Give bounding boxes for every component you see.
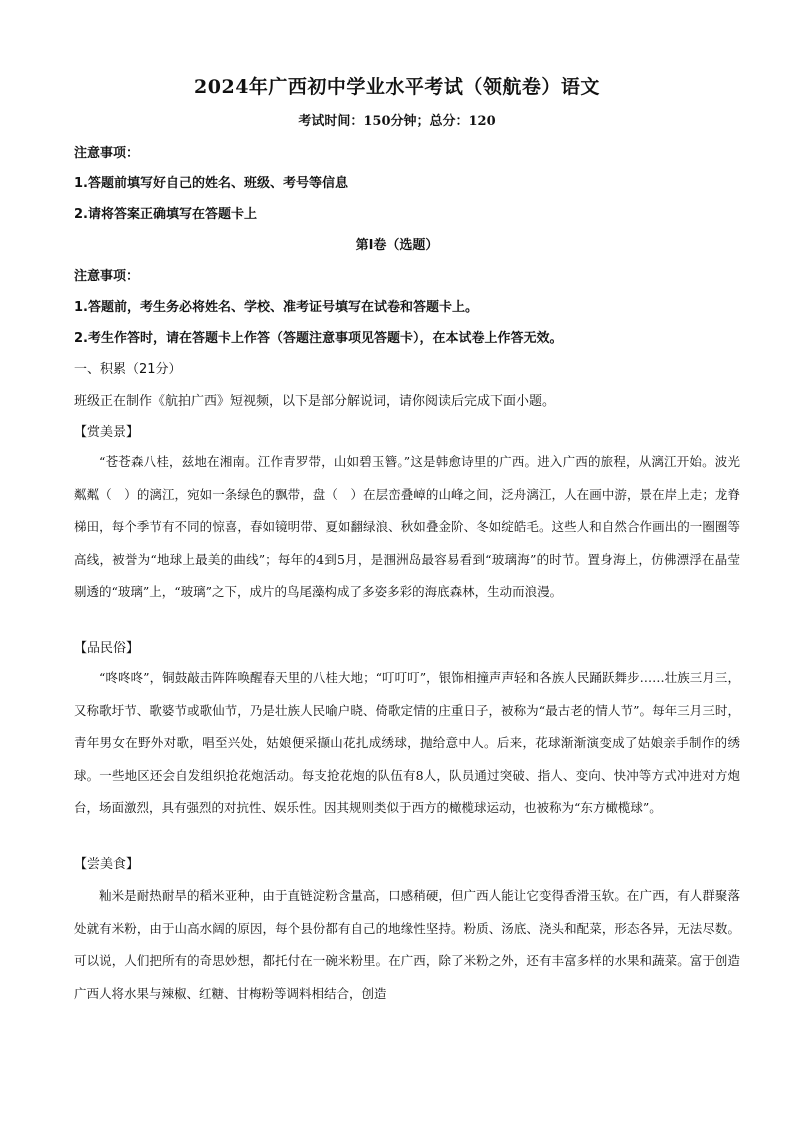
notice-item: 1.答题前，考生务必将姓名、学校、准考证号填写在试卷和答题卡上。 — [74, 300, 478, 315]
section-heading-scenery: 【赏美景】 — [74, 425, 140, 440]
section-heading-food: 【尝美食】 — [74, 857, 140, 872]
intro-text: 班级正在制作《航拍广西》短视频，以下是部分解说词，请你阅读后完成下面小题。 — [74, 394, 556, 409]
section-text-food: 籼米是耐热耐旱的稻米亚种，由于直链淀粉含量高，口感稍硬，但广西人能让它变得香滑玉软。在广西，有人群聚落处就有米粉，由于山高水阔的原因，每个县份都有自己的地缘性坚持。粉质、汤底、浇头和配菜，形态各异，无法尽数。可以说，人们把所有的奇思妙想，都托付在一碗米粉里。在广西，除了米粉之外，还有丰富多样的水果和蔬菜。富于创造广西人将水果与辣椒、红糖、甘梅粉等调料相结合，创造 — [74, 888, 740, 1001]
section-heading-folk: 【品民俗】 — [74, 641, 140, 656]
notice-item: 2.考生作答时，请在答题卡上作答（答题注意事项见答题卡），在本试卷上作答无效。 — [74, 331, 563, 346]
section-title: 一、积累（21分） — [74, 362, 182, 377]
notice-heading: 注意事项： — [74, 146, 140, 161]
exam-title: 2024年广西初中学业水平考试（领航卷）语文 — [194, 76, 600, 98]
notice-item: 1.答题前填写好自己的姓名、班级、考号等信息 — [74, 176, 348, 191]
section-text-folk: “咚咚咚”，铜鼓敲击阵阵唤醒春天里的八桂大地；“叮叮叮”，银饰相撞声声轻和各族人民踊跃舞步……壮族三月三，又称歌圩节、歌婆节或歌仙节，乃是壮族人民喻户晓、倚歌定情的庄重日子，被称为“最古老的情人节”。每年三月三时，青年男女在野外对歌，唱至兴处，姑娘便采撷山花扎成绣球，抛给意中人。后来，花球渐渐演变成了姑娘亲手制作的绣球。一些地区还会自发组织抢花炮活动。每支抢花炮的队伍有8人，队员通过突破、指人、变向、快冲等方式冲进对方炮台，场面激烈，具有强烈的对抗性、娱乐性。因其规则类似于西方的橄榄球运动，也被称为“东方橄榄球”。 — [74, 670, 740, 815]
notice-item: 2.请将答案正确填写在答题卡上 — [74, 207, 257, 222]
exam-subtitle: 考试时间：150分钟；总分：120 — [298, 114, 496, 129]
notice-heading: 注意事项： — [74, 269, 140, 284]
part-title: 第I卷（选题） — [355, 238, 439, 253]
section-text-scenery: “苍苍森八桂，兹地在湘南。江作青罗带，山如碧玉簪。”这是韩愈诗里的广西。进入广西的旅程，从漓江开始。波光粼粼（ ）的漓江，宛如一条绿色的飘带，盘（ ）在层峦叠嶂的山峰之间，泛舟漓江，人在画中游，景在岸上走；龙脊梯田，每个季节有不同的惊喜，春如镜明带、夏如翻绿浪、秋如叠金阶、冬如绽皓毛。这些人和自然合作画出的一圈圈等高线，被誉为“地球上最美的曲线”；每年的4到5月，是涠洲岛最容易看到“玻璃海”的时节。置身海上，仿佛漂浮在晶莹剔透的“玻璃”上，“玻璃”之下，成片的鸟尾藻构成了多姿多彩的海底森林，生动而浪漫。 — [74, 454, 740, 599]
